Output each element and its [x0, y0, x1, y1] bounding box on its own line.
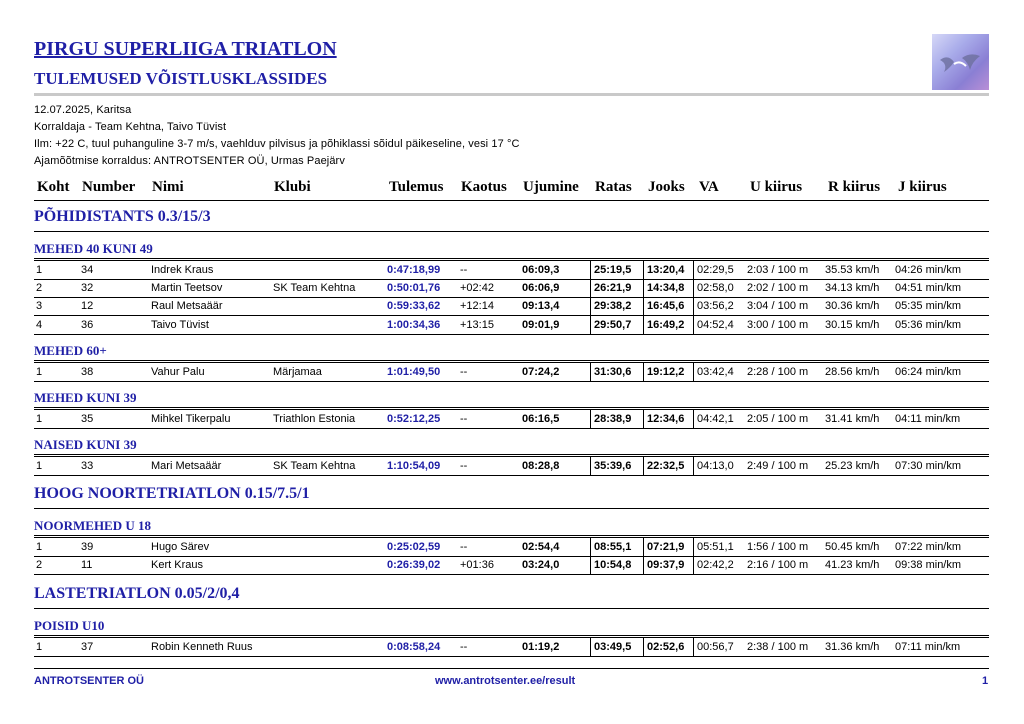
- cell-ujumine: 09:13,4: [522, 300, 560, 313]
- cell-ujumine: 03:24,0: [522, 558, 560, 571]
- table-row: [34, 297, 989, 316]
- table-header: [34, 178, 989, 201]
- cell-va: 00:56,7: [697, 641, 734, 654]
- cell-ujumine: 06:16,5: [522, 413, 560, 425]
- cell-number: 34: [81, 264, 94, 276]
- cell-nimi: Robin Kenneth Ruus: [151, 641, 253, 654]
- cell-ujumine: 02:54,4: [522, 541, 560, 554]
- cell-u-kiirus: 2:02 / 100 m: [747, 281, 809, 294]
- cell-nimi: Taivo Tüvist: [151, 318, 209, 331]
- cell-koht: 1: [36, 413, 43, 425]
- cell-number: 39: [81, 541, 94, 554]
- cell-kaotus: --: [460, 264, 468, 276]
- cell-va: 04:42,1: [697, 413, 734, 425]
- cell-u-kiirus: 2:05 / 100 m: [747, 413, 809, 425]
- cell-ujumine: 08:28,8: [522, 459, 560, 472]
- cell-jooks: 07:21,9: [647, 541, 685, 554]
- cell-separator: [643, 363, 644, 381]
- cell-jooks: 13:20,4: [647, 264, 685, 276]
- table-row: [34, 316, 989, 335]
- class-title: MEHED 40 KUNI 49: [34, 241, 989, 259]
- col-header-va: VA: [699, 179, 719, 195]
- table-row: [34, 637, 989, 657]
- cell-koht: 1: [36, 264, 43, 276]
- cell-separator: [643, 410, 644, 428]
- cell-klubi: Triathlon Estonia: [273, 413, 356, 425]
- cell-separator: [590, 538, 591, 556]
- cell-j-kiirus: 05:35 min/km: [895, 300, 962, 313]
- cell-separator: [590, 261, 591, 279]
- cell-tulemus: 0:52:12,25: [387, 413, 441, 425]
- cell-number: 38: [81, 366, 94, 379]
- cell-separator: [643, 538, 644, 556]
- cell-j-kiirus: 04:26 min/km: [895, 264, 962, 276]
- cell-separator: [643, 297, 644, 315]
- cell-u-kiirus: 3:04 / 100 m: [747, 300, 809, 313]
- cell-tulemus: 1:10:54,09: [387, 459, 441, 472]
- cell-u-kiirus: 2:16 / 100 m: [747, 558, 809, 571]
- cell-u-kiirus: 1:56 / 100 m: [747, 541, 809, 554]
- cell-ujumine: 06:06,9: [522, 281, 560, 294]
- class-title: NOORMEHED U 18: [34, 518, 989, 536]
- col-header-ratas: Ratas: [595, 179, 632, 195]
- cell-ujumine: 01:19,2: [522, 641, 560, 654]
- col-header-nimi: Nimi: [152, 179, 184, 195]
- cell-kaotus: --: [460, 641, 468, 654]
- cell-tulemus: 1:01:49,50: [387, 366, 441, 379]
- table-row: [34, 260, 989, 280]
- cell-nimi: Vahur Palu: [151, 366, 205, 379]
- cell-klubi: Märjamaa: [273, 366, 322, 379]
- cell-koht: 2: [36, 281, 43, 294]
- cell-va: 02:42,2: [697, 558, 734, 571]
- class-title: MEHED KUNI 39: [34, 390, 989, 408]
- cell-klubi: SK Team Kehtna: [273, 459, 356, 472]
- cell-r-kiirus: 50.45 km/h: [825, 541, 880, 554]
- cell-kaotus: +01:36: [460, 558, 494, 571]
- title-divider: [34, 93, 989, 96]
- cell-kaotus: --: [460, 541, 468, 554]
- cell-r-kiirus: 35.53 km/h: [825, 264, 880, 276]
- cell-jooks: 16:49,2: [647, 318, 685, 331]
- cell-u-kiirus: 2:49 / 100 m: [747, 459, 809, 472]
- cell-number: 37: [81, 641, 94, 654]
- col-header-jooks: Jooks: [648, 179, 685, 195]
- cell-number: 35: [81, 413, 94, 425]
- cell-separator: [590, 363, 591, 381]
- weather: Ilm: +22 C, tuul puhanguline 3-7 m/s, vaehlduv pilvisus ja põhiklassi sõidul päikeseline, vesi 17 °C: [34, 138, 520, 150]
- cell-separator: [643, 457, 644, 475]
- table-row: [34, 537, 989, 557]
- cell-nimi: Mari Metsaäär: [151, 459, 222, 472]
- cell-ujumine: 09:01,9: [522, 318, 560, 331]
- cell-jooks: 14:34,8: [647, 281, 685, 294]
- table-row: [34, 456, 989, 476]
- cell-separator: [693, 297, 694, 315]
- cell-u-kiirus: 2:03 / 100 m: [747, 264, 809, 276]
- page-subtitle: TULEMUSED VÕISTLUSKLASSIDES: [34, 69, 328, 88]
- cell-koht: 1: [36, 641, 43, 654]
- cell-nimi: Hugo Särev: [151, 541, 210, 554]
- birds-logo-icon: [932, 34, 989, 90]
- cell-separator: [643, 261, 644, 279]
- cell-r-kiirus: 31.41 km/h: [825, 413, 880, 425]
- cell-separator: [590, 638, 591, 656]
- col-header-tulemus: Tulemus: [389, 179, 444, 195]
- cell-u-kiirus: 2:28 / 100 m: [747, 366, 809, 379]
- cell-kaotus: +02:42: [460, 281, 494, 294]
- col-header-u-kiirus: U kiirus: [750, 179, 803, 195]
- cell-ratas: 31:30,6: [594, 366, 632, 379]
- cell-number: 32: [81, 281, 94, 294]
- cell-separator: [693, 316, 694, 334]
- class-title: MEHED 60+: [34, 343, 989, 361]
- cell-separator: [590, 279, 591, 297]
- cell-jooks: 16:45,6: [647, 300, 685, 313]
- cell-j-kiirus: 07:11 min/km: [895, 641, 961, 654]
- section-title: PÕHIDISTANTS 0.3/15/3: [34, 208, 989, 232]
- page-number: 1: [982, 675, 989, 687]
- cell-jooks: 12:34,6: [647, 413, 685, 425]
- cell-va: 04:13,0: [697, 459, 734, 472]
- cell-va: 02:29,5: [697, 264, 734, 276]
- cell-kaotus: +13:15: [460, 318, 494, 331]
- cell-number: 36: [81, 318, 94, 331]
- cell-koht: 1: [36, 541, 43, 554]
- cell-ratas: 29:50,7: [594, 318, 632, 331]
- cell-ratas: 35:39,6: [594, 459, 632, 472]
- col-header-j-kiirus: J kiirus: [898, 179, 947, 195]
- date-place: 12.07.2025, Karitsa: [34, 104, 132, 116]
- page-title: PIRGU SUPERLIIGA TRIATLON: [34, 38, 337, 60]
- cell-jooks: 19:12,2: [647, 366, 685, 379]
- cell-j-kiirus: 04:11 min/km: [895, 413, 961, 425]
- cell-j-kiirus: 07:30 min/km: [895, 459, 962, 472]
- cell-va: 03:56,2: [697, 300, 734, 313]
- cell-separator: [643, 316, 644, 334]
- cell-separator: [693, 538, 694, 556]
- cell-nimi: Mihkel Tikerpalu: [151, 413, 231, 425]
- footer-divider: [34, 668, 989, 669]
- cell-separator: [643, 638, 644, 656]
- cell-koht: 1: [36, 459, 43, 472]
- section-title: HOOG NOORTETRIATLON 0.15/7.5/1: [34, 485, 989, 509]
- table-row: [34, 409, 989, 429]
- class-title: POISID U10: [34, 618, 989, 636]
- col-header-kaotus: Kaotus: [461, 179, 507, 195]
- cell-separator: [693, 410, 694, 428]
- cell-j-kiirus: 05:36 min/km: [895, 318, 962, 331]
- cell-separator: [643, 279, 644, 297]
- cell-separator: [590, 297, 591, 315]
- cell-separator: [693, 261, 694, 279]
- cell-tulemus: 0:47:18,99: [387, 264, 441, 276]
- cell-separator: [643, 556, 644, 574]
- footer-company: ANTROTSENTER OÜ: [34, 675, 144, 687]
- cell-separator: [590, 556, 591, 574]
- section-title: LASTETRIATLON 0.05/2/0,4: [34, 585, 989, 609]
- cell-ratas: 26:21,9: [594, 281, 632, 294]
- cell-separator: [693, 457, 694, 475]
- cell-nimi: Indrek Kraus: [151, 264, 214, 276]
- cell-ratas: 28:38,9: [594, 413, 632, 425]
- cell-u-kiirus: 2:38 / 100 m: [747, 641, 809, 654]
- cell-separator: [693, 363, 694, 381]
- logo: [932, 34, 989, 90]
- cell-r-kiirus: 28.56 km/h: [825, 366, 880, 379]
- cell-jooks: 09:37,9: [647, 558, 685, 571]
- col-header-klubi: Klubi: [274, 179, 311, 195]
- cell-kaotus: --: [460, 459, 468, 472]
- cell-va: 05:51,1: [697, 541, 734, 554]
- cell-tulemus: 0:08:58,24: [387, 641, 441, 654]
- col-header-r-kiirus: R kiirus: [828, 179, 881, 195]
- cell-jooks: 02:52,6: [647, 641, 685, 654]
- cell-number: 12: [81, 300, 94, 313]
- cell-separator: [693, 279, 694, 297]
- cell-separator: [590, 457, 591, 475]
- cell-number: 11: [81, 558, 93, 571]
- cell-tulemus: 1:00:34,36: [387, 318, 441, 331]
- cell-r-kiirus: 30.36 km/h: [825, 300, 880, 313]
- cell-nimi: Kert Kraus: [151, 558, 203, 571]
- cell-tulemus: 0:59:33,62: [387, 300, 441, 313]
- footer-url[interactable]: www.antrotsenter.ee/result: [435, 675, 576, 687]
- cell-ratas: 29:38,2: [594, 300, 632, 313]
- cell-separator: [590, 410, 591, 428]
- table-row: [34, 279, 989, 298]
- cell-j-kiirus: 07:22 min/km: [895, 541, 962, 554]
- cell-koht: 3: [36, 300, 43, 313]
- cell-separator: [693, 638, 694, 656]
- organizer: Korraldaja - Team Kehtna, Taivo Tüvist: [34, 121, 227, 133]
- cell-j-kiirus: 04:51 min/km: [895, 281, 962, 294]
- cell-r-kiirus: 31.36 km/h: [825, 641, 880, 654]
- cell-r-kiirus: 30.15 km/h: [825, 318, 880, 331]
- cell-ratas: 03:49,5: [594, 641, 632, 654]
- cell-va: 04:52,4: [697, 318, 734, 331]
- cell-va: 02:58,0: [697, 281, 734, 294]
- col-header-number: Number: [82, 179, 136, 195]
- cell-koht: 1: [36, 366, 43, 379]
- col-header-koht: Koht: [37, 179, 70, 195]
- table-row: [34, 556, 989, 575]
- cell-tulemus: 0:26:39,02: [387, 558, 441, 571]
- cell-ratas: 10:54,8: [594, 558, 632, 571]
- cell-number: 33: [81, 459, 94, 472]
- cell-r-kiirus: 41.23 km/h: [825, 558, 880, 571]
- cell-ujumine: 06:09,3: [522, 264, 560, 276]
- cell-ratas: 08:55,1: [594, 541, 632, 554]
- cell-tulemus: 0:25:02,59: [387, 541, 441, 554]
- cell-kaotus: --: [460, 413, 468, 425]
- cell-kaotus: +12:14: [460, 300, 494, 313]
- cell-separator: [693, 556, 694, 574]
- class-title: NAISED KUNI 39: [34, 437, 989, 455]
- table-row: [34, 362, 989, 382]
- cell-va: 03:42,4: [697, 366, 734, 379]
- cell-klubi: SK Team Kehtna: [273, 281, 356, 294]
- cell-r-kiirus: 34.13 km/h: [825, 281, 880, 294]
- cell-ujumine: 07:24,2: [522, 366, 560, 379]
- cell-j-kiirus: 09:38 min/km: [895, 558, 962, 571]
- cell-u-kiirus: 3:00 / 100 m: [747, 318, 809, 331]
- col-header-ujumine: Ujumine: [523, 179, 579, 195]
- cell-jooks: 22:32,5: [647, 459, 685, 472]
- cell-nimi: Raul Metsaäär: [151, 300, 223, 313]
- cell-tulemus: 0:50:01,76: [387, 281, 441, 294]
- cell-separator: [590, 316, 591, 334]
- cell-kaotus: --: [460, 366, 468, 379]
- cell-koht: 4: [36, 318, 43, 331]
- cell-r-kiirus: 25.23 km/h: [825, 459, 880, 472]
- cell-j-kiirus: 06:24 min/km: [895, 366, 962, 379]
- cell-nimi: Martin Teetsov: [151, 281, 223, 294]
- cell-ratas: 25:19,5: [594, 264, 632, 276]
- timing: Ajamõõtmise korraldus: ANTROTSENTER OÜ, Urmas Paejärv: [34, 155, 345, 167]
- cell-koht: 2: [36, 558, 43, 571]
